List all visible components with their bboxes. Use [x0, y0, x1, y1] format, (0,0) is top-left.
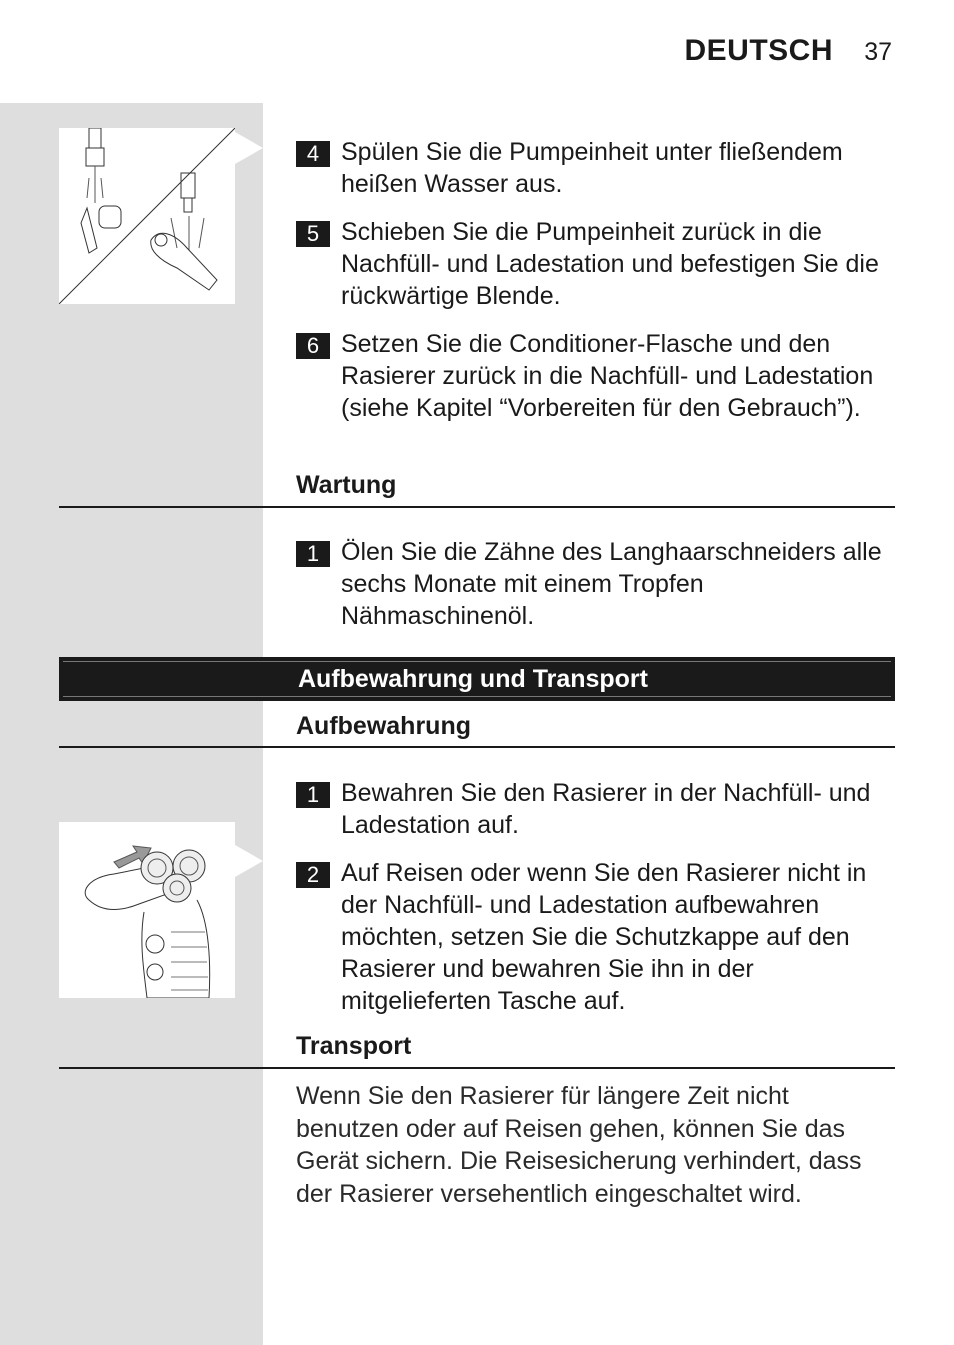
maintenance-heading: Wartung	[296, 471, 397, 499]
transport-paragraph: Wenn Sie den Rasierer für längere Zeit nicht benutzen oder auf Reisen gehen, können Sie das Gerät sichern. Die Reisesicherung verhindert, dass der Rasierer versehentlich eingeschaltet wird.	[296, 1082, 862, 1208]
step-text: Schieben Sie die Pumpeinheit zurück in die Nachfüll- und Ladestation und befestigen Sie die rückwärtige Blende.	[341, 218, 879, 310]
divider	[59, 746, 895, 748]
step-number: 1	[296, 541, 330, 567]
transport-heading: Transport	[296, 1032, 412, 1060]
figure-pointer	[235, 132, 263, 164]
step-text: Bewahren Sie den Rasierer in der Nachfüll- und Ladestation auf.	[341, 779, 871, 839]
step-text: Ölen Sie die Zähne des Langhaarschneiders alle sechs Monate mit einem Tropfen Nähmaschinenöl.	[341, 538, 882, 630]
step-number: 2	[296, 862, 330, 888]
step-item	[296, 777, 896, 841]
step-number: 1	[296, 782, 330, 808]
step-item	[296, 328, 896, 424]
step-number: 6	[296, 333, 330, 359]
step-text: Auf Reisen oder wenn Sie den Rasierer nicht in der Nachfüll- und Ladestation aufbewahren möchten, setzen Sie die Schutzkappe auf den Rasierer und bewahren Sie ihn in der mitgelieferten Tasche auf.	[341, 859, 867, 1015]
step-item	[296, 536, 896, 632]
rinse-pump-illustration	[59, 128, 235, 304]
step-text: Spülen Sie die Pumpeinheit unter fließendem heißen Wasser aus.	[341, 138, 843, 198]
divider	[59, 506, 895, 508]
section-header-bar	[59, 657, 895, 701]
shaver-cap-illustration	[59, 822, 235, 998]
step-item	[296, 216, 896, 312]
step-item	[296, 136, 896, 200]
step-number: 4	[296, 141, 330, 167]
language-label: DEUTSCH	[684, 34, 833, 67]
step-item	[296, 857, 896, 1017]
figure-pointer	[235, 845, 263, 877]
step-text: Setzen Sie die Conditioner-Flasche und den Rasierer zurück in die Nachfüll- und Ladestation (siehe Kapitel “Vorbereiten für den Gebrauch”).	[341, 330, 874, 422]
step-number: 5	[296, 221, 330, 247]
divider	[59, 1067, 895, 1069]
section-title: Aufbewahrung und Transport	[298, 665, 648, 693]
storage-heading: Aufbewahrung	[296, 712, 471, 740]
page-number: 37	[864, 38, 892, 66]
